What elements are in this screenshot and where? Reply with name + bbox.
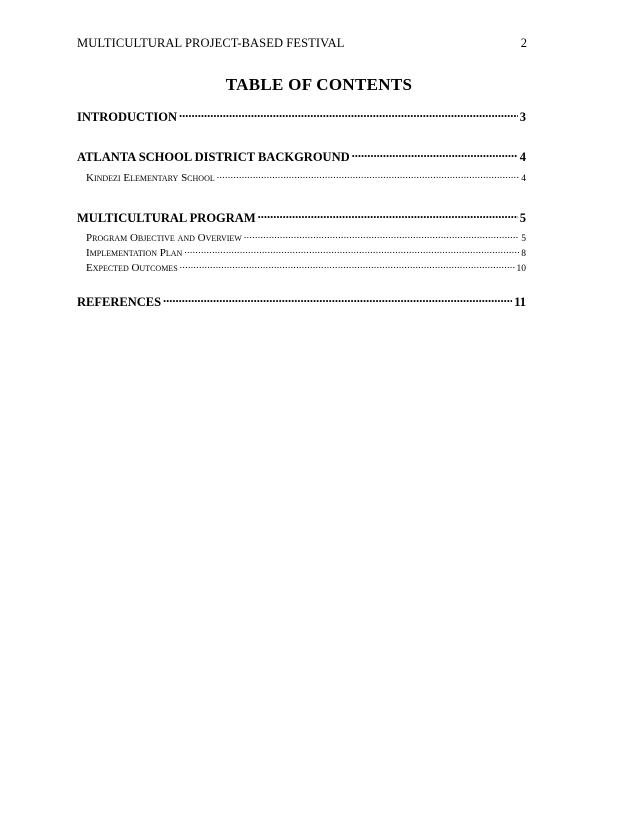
toc-entry-introduction[interactable] [77, 108, 526, 125]
toc-title: TABLE OF CONTENTS [225, 75, 413, 94]
toc-entry-implementation-plan[interactable] [86, 246, 526, 259]
toc-dot-leader [244, 231, 519, 241]
toc-dot-leader [258, 209, 518, 222]
toc-entry-page: 10 [516, 263, 526, 274]
toc-entry-kindezi-school[interactable] [86, 171, 526, 184]
toc-entry-multicultural-program[interactable] [77, 209, 526, 226]
toc-dot-leader [163, 293, 512, 306]
toc-dot-leader [352, 148, 518, 161]
toc-entry-atlanta-background[interactable] [77, 148, 526, 165]
toc-entry-page: 5 [519, 210, 526, 225]
toc-entry-page: 3 [519, 109, 526, 124]
toc-entry-label: Implementation Plan [86, 246, 183, 259]
toc-entry-program-objective[interactable] [86, 231, 526, 244]
toc-entry-label: ATLANTA SCHOOL DISTRICT BACKGROUND [77, 149, 350, 164]
toc-entry-page: 11 [514, 294, 526, 309]
toc-entry-page: 8 [521, 248, 526, 259]
toc-entry-label: Expected Outcomes [86, 261, 178, 274]
toc-dot-leader [217, 171, 520, 181]
toc-entry-label: Program Objective and Overview [86, 231, 242, 244]
toc-dot-leader [179, 108, 518, 121]
toc-entry-page: 4 [519, 149, 526, 164]
toc-entry-expected-outcomes[interactable] [86, 261, 526, 274]
toc-entry-references[interactable] [77, 293, 526, 310]
toc-entry-label: REFERENCES [77, 294, 162, 309]
running-head: MULTICULTURAL PROJECT-BASED FESTIVAL [77, 36, 345, 50]
toc-entry-label: INTRODUCTION [77, 109, 178, 124]
page-number: 2 [520, 36, 527, 50]
toc-entry-label: Kindezi Elementary School [86, 171, 215, 184]
toc-dot-leader [184, 246, 519, 256]
toc-entry-page: 5 [521, 233, 526, 244]
toc-entry-label: MULTICULTURAL PROGRAM [77, 210, 256, 225]
toc-entry-page: 4 [521, 173, 526, 184]
toc-dot-leader [180, 261, 515, 271]
